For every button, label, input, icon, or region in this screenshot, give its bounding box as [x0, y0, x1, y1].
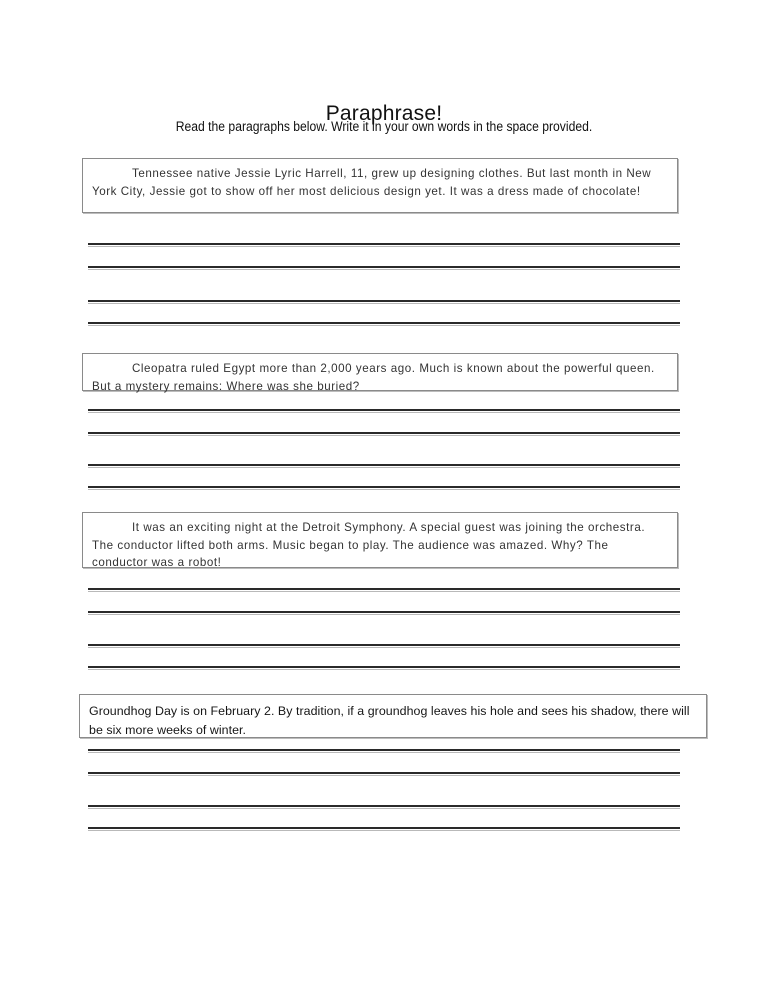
answer-line-1-1[interactable] [88, 243, 680, 245]
answer-line-3-4[interactable] [88, 666, 680, 668]
answer-line-4-2[interactable] [88, 772, 680, 774]
page-instructions: Read the paragraphs below. Write it in your own words in the space provided. [175, 119, 593, 134]
answer-line-2-4[interactable] [88, 486, 680, 488]
answer-line-4-3[interactable] [88, 805, 680, 807]
answer-line-1-3[interactable] [88, 300, 680, 302]
answer-line-3-1[interactable] [88, 588, 680, 590]
passage-text-4: Groundhog Day is on February 2. By tradition, if a groundhog leaves his hole and sees his shadow, there will be six more weeks of winter. [89, 704, 690, 737]
answer-line-2-3[interactable] [88, 464, 680, 466]
answer-line-4-1[interactable] [88, 749, 680, 751]
answer-line-2-1[interactable] [88, 409, 680, 411]
page-title: Paraphrase! [325, 102, 443, 126]
answer-line-4-4[interactable] [88, 827, 680, 829]
answer-line-3-2[interactable] [88, 611, 680, 613]
passage-box-3 [82, 512, 678, 568]
passage-box-1 [82, 158, 678, 213]
passage-box-2 [82, 353, 678, 391]
answer-line-3-3[interactable] [88, 644, 680, 646]
passage-box-4 [79, 694, 707, 738]
passage-text-3: It was an exciting night at the Detroit Symphony. A special guest was joining the orchestra. The conductor lifted both arms. Music began to play. The audience was amazed. Why? The conductor was a robot! [92, 521, 646, 569]
answer-line-1-4[interactable] [88, 322, 680, 324]
answer-line-2-2[interactable] [88, 432, 680, 434]
passage-text-2: Cleopatra ruled Egypt more than 2,000 years ago. Much is known about the powerful queen. But a mystery remains: Where was she buried? [92, 362, 655, 393]
passage-text-1: Tennessee native Jessie Lyric Harrell, 11, grew up designing clothes. But last month in New York City, Jessie got to show off her most delicious design yet. It was a dress made of chocolate! [92, 167, 652, 198]
answer-line-1-2[interactable] [88, 266, 680, 268]
